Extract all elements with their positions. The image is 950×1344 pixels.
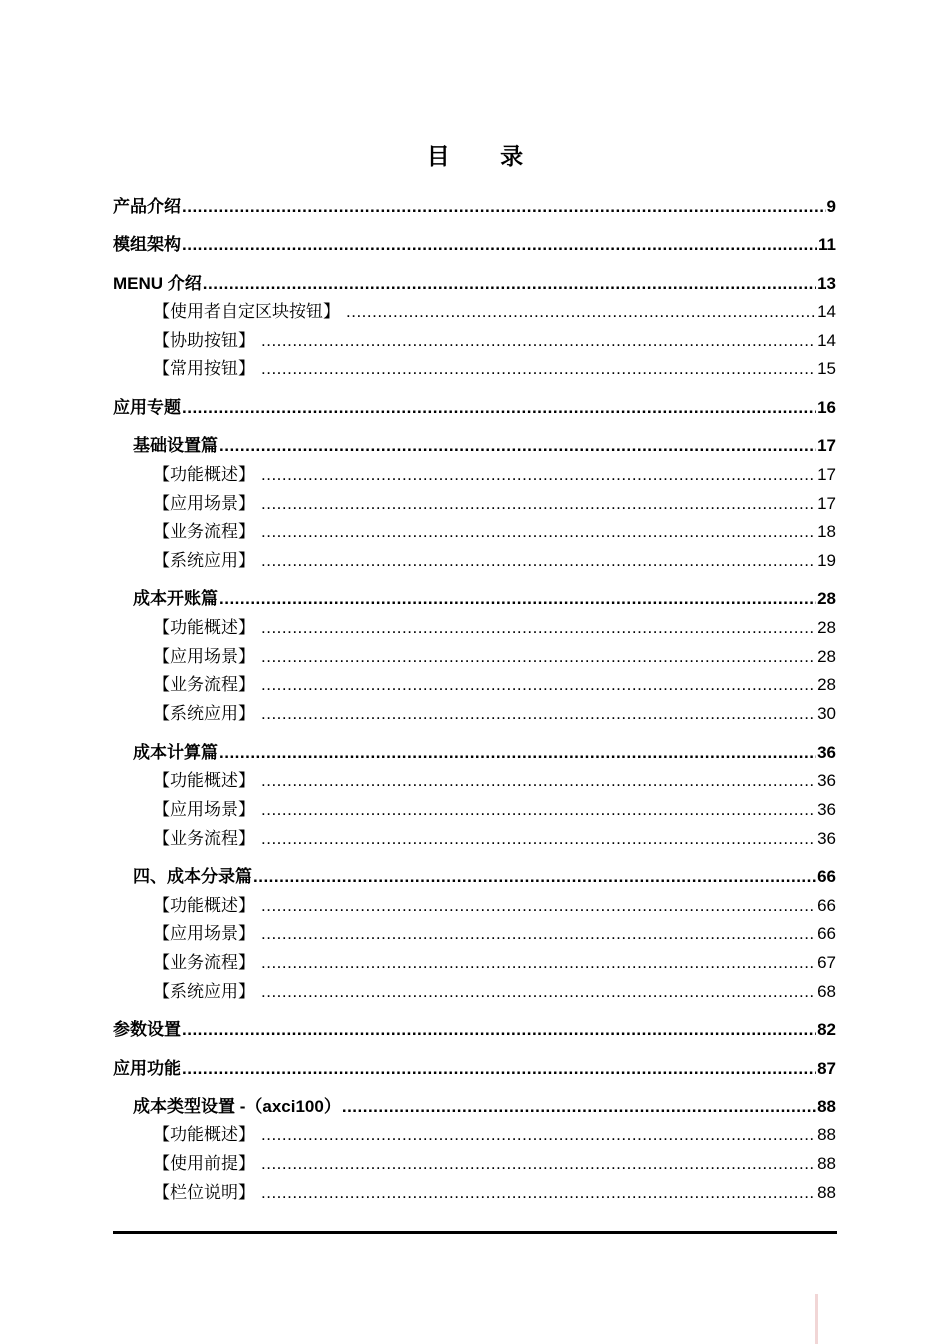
toc-entry-page: 36 [817, 743, 836, 762]
toc-title: 目 录 [426, 143, 546, 169]
toc-entry-label: 应用功能 [113, 1059, 181, 1078]
toc-entry-label: 【系统应用】 [153, 982, 255, 1001]
toc-entry-business-process[interactable] [153, 826, 836, 850]
toc-entry-page: 28 [817, 647, 836, 666]
dot-leader [261, 981, 816, 1003]
dot-leader [261, 674, 816, 696]
toc-entry-system-application[interactable] [153, 548, 836, 572]
toc-entry-label: 【业务流程】 [153, 953, 255, 972]
toc-entry-help-button[interactable] [153, 328, 836, 352]
toc-entry-page: 9 [826, 197, 836, 216]
toc-entry-page: 17 [817, 436, 836, 455]
toc-entry-page: 15 [817, 359, 836, 378]
toc-entry-label: 【业务流程】 [153, 522, 255, 541]
toc-entry-page: 16 [817, 398, 836, 417]
toc-entry-page: 28 [817, 589, 836, 608]
dot-leader [261, 895, 816, 917]
dot-leader [261, 1153, 816, 1175]
toc-entry-cost-calculation[interactable] [133, 740, 836, 764]
dot-leader [261, 550, 816, 572]
toc-entry-common-button[interactable] [153, 356, 836, 380]
toc-entry-page: 68 [817, 982, 836, 1001]
toc-entry-page: 18 [817, 522, 836, 541]
toc-entry-cost-entries[interactable] [133, 864, 836, 888]
toc-entry-application-scenario[interactable] [153, 491, 836, 515]
dot-leader [261, 1182, 816, 1204]
dot-leader [219, 435, 816, 457]
toc-entry-label: 【应用场景】 [153, 647, 255, 666]
toc-entry-page: 36 [817, 771, 836, 790]
toc-entry-label: 成本开账篇 [133, 589, 218, 608]
toc-entry-function-overview[interactable] [153, 1122, 836, 1146]
toc-entry-label: 四、成本分录篇 [133, 867, 252, 886]
dot-leader [182, 1058, 816, 1080]
toc-entry-page: 67 [817, 953, 836, 972]
dot-leader [182, 234, 817, 256]
toc-entry-page: 28 [817, 618, 836, 637]
dot-leader [261, 828, 816, 850]
toc-entry-page: 88 [817, 1154, 836, 1173]
toc-entry-label: 【功能概述】 [153, 1125, 255, 1144]
dot-leader [261, 952, 816, 974]
toc-entry-label: 【栏位说明】 [153, 1183, 255, 1202]
toc-entry-label: 【应用场景】 [153, 494, 255, 513]
toc-entry-page: 30 [817, 704, 836, 723]
toc-entry-page: 82 [817, 1020, 836, 1039]
toc-entry-application-scenario[interactable] [153, 644, 836, 668]
toc-entry-application-scenario[interactable] [153, 921, 836, 945]
toc-entry-label: 应用专题 [113, 398, 181, 417]
toc-entry-page: 66 [817, 896, 836, 915]
toc-entry-page: 13 [817, 274, 836, 293]
toc-entry-field-description[interactable] [153, 1180, 836, 1204]
toc-entry-label: 参数设置 [113, 1020, 181, 1039]
toc-entry-system-application[interactable] [153, 979, 836, 1003]
toc-entry-cost-opening[interactable] [133, 586, 836, 610]
dot-leader [261, 770, 816, 792]
toc-entry-label: 【功能概述】 [153, 465, 255, 484]
toc-entry-label: 【系统应用】 [153, 704, 255, 723]
toc-entry-user-defined-block-button[interactable] [153, 299, 836, 323]
dot-leader [182, 196, 826, 218]
dot-leader [261, 646, 816, 668]
toc-entry-basic-settings[interactable] [133, 433, 836, 457]
toc-entry-label: 【业务流程】 [153, 829, 255, 848]
toc-entry-label: 【功能概述】 [153, 618, 255, 637]
toc-entry-page: 36 [817, 800, 836, 819]
toc-entry-label: 【业务流程】 [153, 675, 255, 694]
toc-entry-label: 【使用者自定区块按钮】 [153, 302, 340, 321]
toc-entry-page: 11 [818, 235, 836, 254]
dot-leader [261, 464, 816, 486]
toc-entry-label: 【协助按钮】 [153, 331, 255, 350]
toc-entry-cost-type-settings[interactable] [133, 1094, 836, 1118]
dot-leader [261, 358, 816, 380]
toc-entry-page: 66 [817, 924, 836, 943]
toc-entry-business-process[interactable] [153, 519, 836, 543]
dot-leader [219, 588, 816, 610]
dot-leader [182, 397, 816, 419]
dot-leader [261, 923, 816, 945]
toc-entry-business-process[interactable] [153, 950, 836, 974]
dot-leader [261, 617, 816, 639]
dot-leader [261, 799, 816, 821]
toc-entry-label: 模组架构 [113, 235, 181, 254]
toc-entry-label: 基础设置篇 [133, 436, 218, 455]
toc-entry-system-application[interactable] [153, 701, 836, 725]
toc-entry-function-overview[interactable] [153, 768, 836, 792]
toc-entry-label: 【应用场景】 [153, 924, 255, 943]
toc-entry-parameter-settings[interactable] [113, 1017, 836, 1041]
toc-entry-label: MENU 介绍 [113, 274, 202, 293]
dot-leader [203, 273, 816, 295]
toc-entry-menu-intro[interactable] [113, 271, 836, 295]
dot-leader [342, 1096, 816, 1118]
toc-entry-prerequisites[interactable] [153, 1151, 836, 1175]
toc-entry-page: 88 [817, 1183, 836, 1202]
toc-entry-page: 14 [817, 331, 836, 350]
toc-entry-business-process[interactable] [153, 672, 836, 696]
toc-entry-function-overview[interactable] [153, 893, 836, 917]
toc-entry-label: 【功能概述】 [153, 896, 255, 915]
toc-entry-product-intro[interactable] [113, 194, 836, 218]
toc-entry-application-functions[interactable] [113, 1056, 836, 1080]
toc-entry-page: 19 [817, 551, 836, 570]
toc-entry-page: 36 [817, 829, 836, 848]
toc-entry-page: 28 [817, 675, 836, 694]
dot-leader [261, 1124, 816, 1146]
toc-entry-label: 产品介绍 [113, 197, 181, 216]
toc-entry-page: 17 [817, 494, 836, 513]
dot-leader [261, 330, 816, 352]
toc-entry-label: 【使用前提】 [153, 1154, 255, 1173]
toc-entry-label: 【系统应用】 [153, 551, 255, 570]
toc-entry-page: 17 [817, 465, 836, 484]
dot-leader [219, 742, 816, 764]
toc-entry-page: 88 [817, 1125, 836, 1144]
toc-entry-label: 成本类型设置 -（axci100） [133, 1097, 341, 1116]
footer-divider [113, 1231, 837, 1234]
dot-leader [261, 521, 816, 543]
toc-entry-label: 【功能概述】 [153, 771, 255, 790]
page-edge-mark [815, 1294, 818, 1344]
toc-entry-page: 14 [817, 302, 836, 321]
dot-leader [346, 301, 816, 323]
toc-entry-label: 成本计算篇 [133, 743, 218, 762]
dot-leader [261, 493, 816, 515]
toc-entry-label: 【常用按钮】 [153, 359, 255, 378]
dot-leader [182, 1019, 816, 1041]
toc-entry-application-scenario[interactable] [153, 797, 836, 821]
toc-entry-page: 66 [817, 867, 836, 886]
dot-leader [261, 703, 816, 725]
toc-entry-module-architecture[interactable] [113, 232, 836, 256]
toc-entry-label: 【应用场景】 [153, 800, 255, 819]
toc-entry-function-overview[interactable] [153, 615, 836, 639]
dot-leader [253, 866, 816, 888]
toc-entry-page: 87 [817, 1059, 836, 1078]
toc-entry-function-overview[interactable] [153, 462, 836, 486]
toc-entry-application-topics[interactable] [113, 395, 836, 419]
toc-entry-page: 88 [817, 1097, 836, 1116]
